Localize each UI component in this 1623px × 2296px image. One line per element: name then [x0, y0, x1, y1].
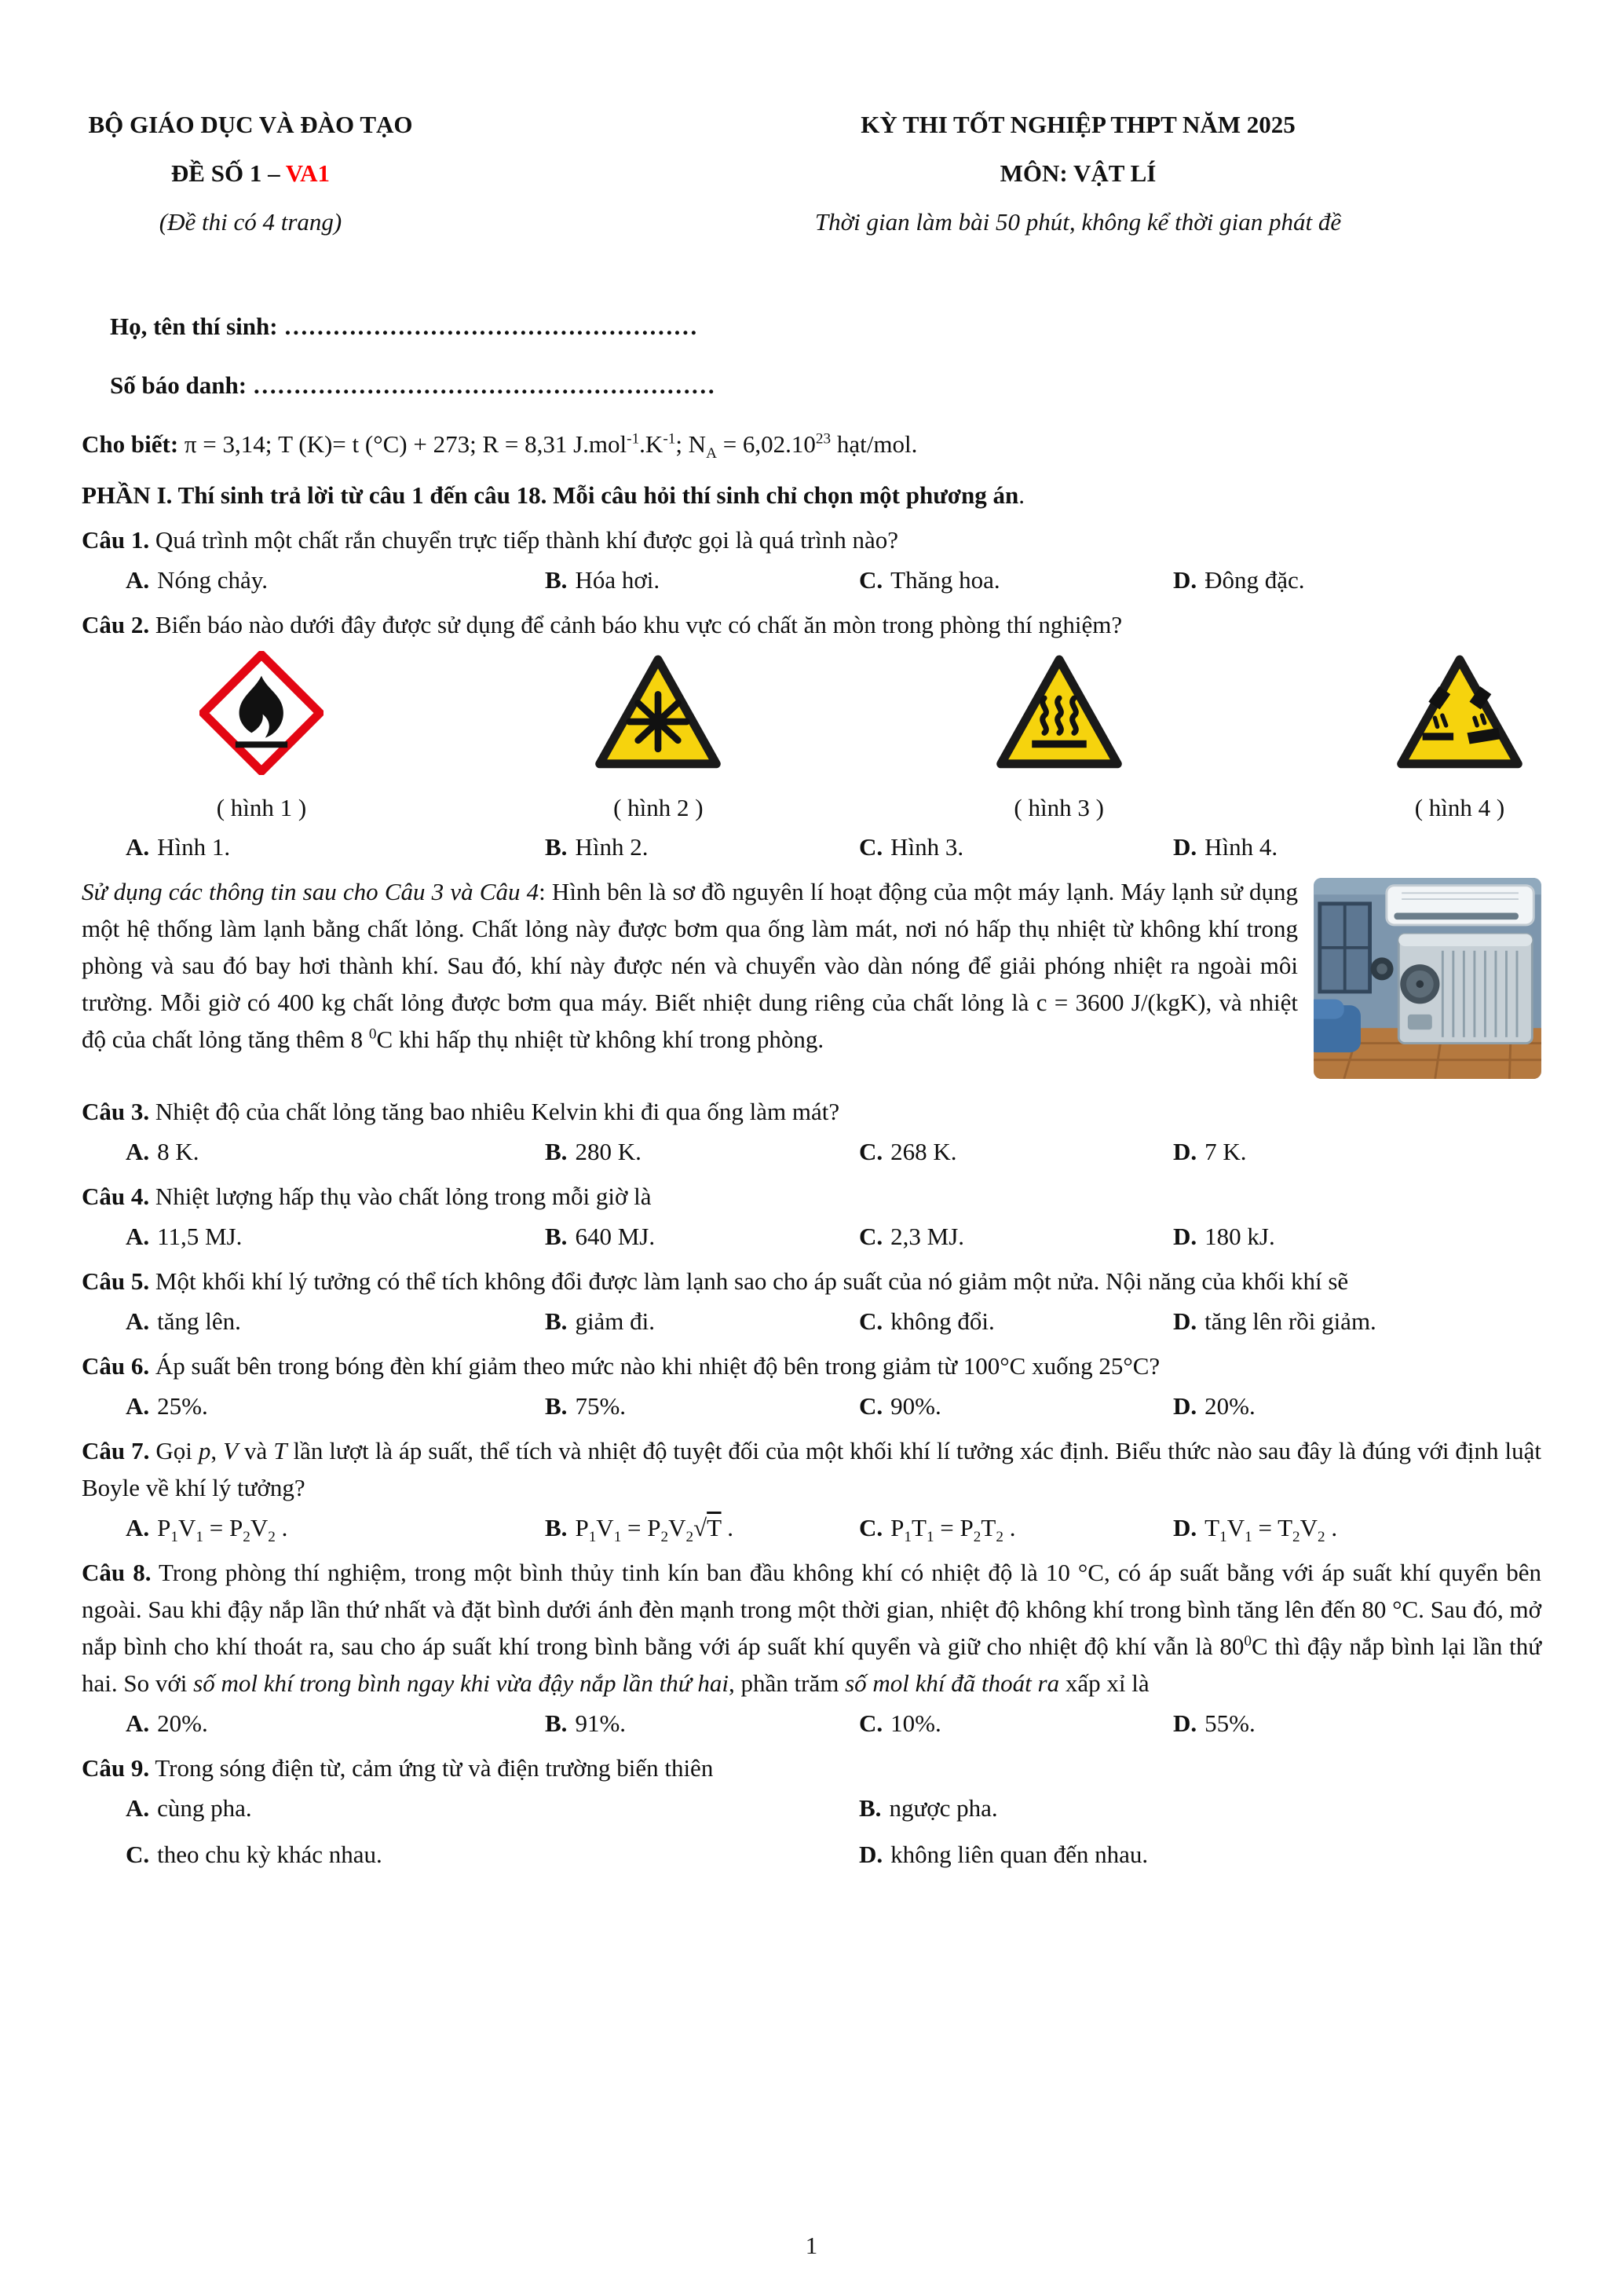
question-8-option-c — [859, 1705, 1173, 1742]
ministry-name: BỘ GIÁO DỤC VÀ ĐÀO TẠO — [88, 111, 413, 138]
hot-surface-icon — [993, 651, 1125, 775]
option-letter: C. — [859, 1138, 883, 1165]
exam-title: KỲ THI TỐT NGHIỆP THPT NĂM 2025 — [861, 111, 1296, 138]
question-4-option-c — [859, 1218, 1173, 1255]
question-4-option-b — [545, 1218, 859, 1255]
question-2-option-d — [1173, 828, 1541, 865]
question-3-options — [82, 1133, 1541, 1170]
option-text: 90%. — [890, 1392, 941, 1420]
question-4-text: Câu 4. Nhiệt lượng hấp thụ vào chất lỏng trong mỗi giờ là — [82, 1183, 652, 1210]
question-1-text: Câu 1. Quá trình một chất rắn chuyển trực tiếp thành khí được gọi là quá trình nào? — [82, 526, 899, 554]
question-1-option-c — [859, 561, 1173, 598]
question-5-option-d — [1173, 1303, 1541, 1340]
option-letter: B. — [545, 1138, 568, 1165]
option-text: 268 K. — [890, 1138, 957, 1165]
question-3-option-a — [126, 1133, 545, 1170]
figure-caption: ( hình 3 ) — [1014, 794, 1104, 821]
option-text: 10%. — [890, 1709, 941, 1737]
exam-code-variant: VA1 — [285, 159, 331, 187]
option-letter: D. — [1173, 1307, 1197, 1335]
option-text: Thăng hoa. — [890, 566, 1000, 594]
question-8-text: Câu 8. Trong phòng thí nghiệm, trong một bình thủy tinh kín ban đầu không khí có nhiệt độ là 10 °C, có áp suất bằng với áp suất khí quyển bên ngoài. Sau khi đậy nắp lần thứ nhất và đặt bình dưới ánh đèn mạnh trong một thời gian, nhiệt độ không khí trong bình tăng lên đến 80 °C. Sau đó, mở nắp bình cho khí thoát ra, sau cho áp suất khí trong bình bằng với áp suất khí quyển và giữ cho nhiệt độ khí vẫn là $80^0C$ thì đậy nắp bình lại lần thứ hai. So với số mol khí trong bình ngay khi vừa đậy nắp lần thứ hai, phần trăm số mol khí đã thoát ra xấp xỉ là — [82, 1559, 1541, 1697]
option-text: 2,3 MJ. — [890, 1223, 965, 1250]
question-6-option-a — [126, 1387, 545, 1424]
hazard-figure-1 — [199, 651, 324, 824]
option-text: 20%. — [1204, 1392, 1256, 1420]
question-6 — [82, 1347, 1541, 1424]
option-text: 280 K. — [575, 1138, 642, 1165]
question-2 — [82, 606, 1541, 865]
option-letter: B. — [545, 1307, 568, 1335]
option-letter: A. — [126, 1223, 150, 1250]
option-letter: A. — [126, 1138, 150, 1165]
option-text: 180 kJ. — [1204, 1223, 1275, 1250]
option-letter: A. — [126, 1307, 150, 1335]
option-letter: A. — [126, 1514, 150, 1541]
given-constants: Cho biết: π = 3,14; T (K)= t (°C) + 273; R = 8,31 $J.mol^{-1}.K^{-1}$; $N_A = 6,02.10^{23}$ hạt/mol. — [82, 430, 918, 462]
question-4-option-a — [126, 1218, 545, 1255]
option-letter: D. — [1173, 1709, 1197, 1737]
option-letter: B. — [545, 1514, 568, 1541]
question-5-option-c — [859, 1303, 1173, 1340]
option-letter: D. — [1173, 566, 1197, 594]
page-number: 1 — [805, 2232, 818, 2259]
question-7 — [82, 1432, 1541, 1546]
question-9-option-c — [126, 1836, 859, 1873]
exam-code-prefix: ĐỀ SỐ 1 – — [170, 159, 286, 187]
question-5-option-a — [126, 1303, 545, 1340]
option-text: 7 K. — [1204, 1138, 1247, 1165]
question-8-option-d — [1173, 1705, 1541, 1742]
option-letter: B. — [545, 1709, 568, 1737]
question-3 — [82, 1093, 1541, 1170]
question-9-text: Câu 9. Trong sóng điện từ, cảm ứng từ và điện trường biến thiên — [82, 1754, 714, 1782]
question-7-option-a — [126, 1509, 545, 1546]
hazard-figure-3 — [993, 651, 1125, 824]
option-text: Hình 1. — [157, 833, 231, 861]
option-text: Hình 3. — [890, 833, 964, 861]
option-letter: D. — [1173, 1223, 1197, 1250]
question-4-option-d — [1173, 1218, 1541, 1255]
question-8-options — [82, 1705, 1541, 1742]
question-6-text: Câu 6. Áp suất bên trong bóng đèn khí giảm theo mức nào khi nhiệt độ bên trong giảm từ 100°C xuống 25°C? — [82, 1352, 1161, 1380]
pages-note: (Đề thi có 4 trang) — [159, 208, 342, 236]
question-1-option-d — [1173, 561, 1541, 598]
option-letter: D. — [1173, 1514, 1197, 1541]
question-6-option-d — [1173, 1387, 1541, 1424]
option-letter: D. — [859, 1841, 883, 1868]
option-text: 91%. — [575, 1709, 627, 1737]
question-5-text: Câu 5. Một khối khí lý tưởng có thể tích không đổi được làm lạnh sao cho áp suất của nó giảm một nửa. Nội năng của khối khí sẽ — [82, 1267, 1349, 1295]
hazard-figure-2 — [592, 651, 724, 824]
option-text: không liên quan đến nhau. — [890, 1841, 1149, 1868]
question-9-option-b — [859, 1790, 1541, 1826]
question-1 — [82, 521, 1541, 598]
hazard-figures-row — [82, 643, 1541, 824]
option-text: 55%. — [1204, 1709, 1256, 1737]
figure-caption: ( hình 4 ) — [1414, 794, 1505, 821]
option-letter: D. — [1173, 1392, 1197, 1420]
air-conditioner-figure — [1314, 878, 1541, 1079]
option-letter: B. — [545, 1223, 568, 1250]
option-letter: A. — [126, 1392, 150, 1420]
question-2-option-b — [545, 828, 859, 865]
question-2-text: Câu 2. Biển báo nào dưới đây được sử dụng để cảnh báo khu vực có chất ăn mòn trong phòng thí nghiệm? — [82, 611, 1123, 638]
question-5-option-b — [545, 1303, 859, 1340]
question-8-option-b — [545, 1705, 859, 1742]
option-letter: C. — [126, 1841, 150, 1868]
option-text: tăng lên rồi giảm. — [1204, 1307, 1376, 1335]
option-letter: C. — [859, 1514, 883, 1541]
question-7-option-d — [1173, 1509, 1541, 1546]
air-conditioner-illustration — [1314, 878, 1541, 1079]
option-text: ngược pha. — [889, 1794, 998, 1822]
option-letter: A. — [126, 833, 150, 861]
question-6-options — [82, 1387, 1541, 1424]
option-text: không đổi. — [890, 1307, 995, 1335]
question-9-options — [82, 1790, 1541, 1873]
question-1-option-a — [126, 561, 545, 598]
question-9-option-a — [126, 1790, 859, 1826]
option-formula: $T_1V_1 = T_2V_2$ . — [1204, 1514, 1338, 1546]
question-3-option-c — [859, 1133, 1173, 1170]
option-letter: B. — [545, 833, 568, 861]
option-letter: C. — [859, 1223, 883, 1250]
question-2-option-c — [859, 828, 1173, 865]
option-formula: $P_1V_1 = P_2V_2$ . — [157, 1514, 288, 1546]
question-3-option-b — [545, 1133, 859, 1170]
option-letter: B. — [545, 566, 568, 594]
option-text: Đông đặc. — [1204, 566, 1305, 594]
option-text: 11,5 MJ. — [157, 1223, 243, 1250]
option-letter: D. — [1173, 833, 1197, 861]
info-block-text: Sử dụng các thông tin sau cho Câu 3 và Câu 4: Hình bên là sơ đồ nguyên lí hoạt động của một máy lạnh. Máy lạnh sử dụng một hệ thống làm lạnh bằng chất lỏng. Chất lỏng này được bơm qua ống làm mát, nơi nó hấp thụ nhiệt từ không khí trong phòng và sau đó bay hơi thành khí. Sau đó, khí này được nén và chuyển vào dàn nóng để giải phóng nhiệt ra ngoài môi trường. Mỗi giờ có 400 kg chất lỏng được bơm qua máy. Biết nhiệt dung riêng của chất lỏng là c = 3600 J/(kgK), và nhiệt độ của chất lỏng tăng thêm 8 $^0$C khi hấp thụ nhiệt từ không khí trong phòng. — [82, 878, 1298, 1053]
option-text: Hóa hơi. — [575, 566, 660, 594]
info-block-q3-q4 — [82, 873, 1541, 1085]
option-formula: $P_1V_1 = P_2V_2√T$ . — [575, 1514, 734, 1546]
option-letter: D. — [1173, 1138, 1197, 1165]
exam-duration: Thời gian làm bài 50 phút, không kể thời gian phát đề — [814, 208, 1342, 236]
part1-title: PHẦN I. Thí sinh trả lời từ câu 1 đến câu 18. Mỗi câu hỏi thí sinh chỉ chọn một phương án. — [82, 481, 1025, 509]
option-letter: B. — [859, 1794, 882, 1822]
hazard-figure-4 — [1394, 651, 1526, 824]
option-text: 8 K. — [157, 1138, 199, 1165]
option-text: 640 MJ. — [575, 1223, 656, 1250]
option-formula: $P_1T_1 = P_2T_2$ . — [890, 1514, 1016, 1546]
question-6-option-b — [545, 1387, 859, 1424]
question-7-option-c — [859, 1509, 1173, 1546]
option-letter: A. — [126, 1794, 150, 1822]
question-7-options — [82, 1509, 1541, 1546]
option-letter: A. — [126, 1709, 150, 1737]
option-letter: C. — [859, 1307, 883, 1335]
student-id-line: Số báo danh: ………………………………………………… — [110, 371, 715, 399]
option-letter: C. — [859, 1392, 883, 1420]
option-text: theo chu kỳ khác nhau. — [157, 1841, 382, 1868]
figure-caption: ( hình 2 ) — [613, 794, 704, 821]
question-3-text: Câu 3. Nhiệt độ của chất lỏng tăng bao nhiêu Kelvin khi đi qua ống làm mát? — [82, 1098, 840, 1125]
option-text: 75%. — [575, 1392, 627, 1420]
question-9 — [82, 1749, 1541, 1873]
option-letter: C. — [859, 833, 883, 861]
option-text: Hình 2. — [575, 833, 649, 861]
option-text: tăng lên. — [157, 1307, 241, 1335]
question-8 — [82, 1554, 1541, 1742]
question-4 — [82, 1178, 1541, 1255]
question-6-option-c — [859, 1387, 1173, 1424]
option-text: 20%. — [157, 1709, 208, 1737]
option-text: cùng pha. — [157, 1794, 252, 1822]
option-letter: B. — [545, 1392, 568, 1420]
option-text: giảm đi. — [575, 1307, 656, 1335]
question-5 — [82, 1263, 1541, 1340]
figure-caption: ( hình 1 ) — [216, 794, 307, 821]
option-text: Hình 4. — [1204, 833, 1278, 861]
option-text: Nóng chảy. — [157, 566, 269, 594]
question-7-text: Câu 7. Gọi p, V và T lần lượt là áp suất, thể tích và nhiệt độ tuyệt đối của một khối khí lí tưởng xác định. Biểu thức nào sau đây là đúng với định luật Boyle về khí lý tưởng? — [82, 1437, 1542, 1501]
option-text: 25%. — [157, 1392, 208, 1420]
question-1-options — [82, 561, 1541, 598]
question-8-option-a — [126, 1705, 545, 1742]
optical-radiation-icon — [592, 651, 724, 775]
question-3-option-d — [1173, 1133, 1541, 1170]
question-2-option-a — [126, 828, 545, 865]
question-1-option-b — [545, 561, 859, 598]
question-5-options — [82, 1303, 1541, 1340]
exam-subject: MÔN: VẬT LÍ — [1000, 159, 1157, 187]
header-left — [82, 101, 419, 247]
corrosive-icon — [1394, 651, 1526, 775]
header — [82, 101, 1541, 247]
question-4-options — [82, 1218, 1541, 1255]
option-letter: A. — [126, 566, 150, 594]
question-9-option-d — [859, 1836, 1541, 1873]
exam-code — [82, 149, 419, 198]
flammable-icon — [199, 651, 324, 775]
question-7-option-b — [545, 1509, 859, 1546]
question-2-options — [82, 828, 1541, 865]
header-right — [615, 101, 1541, 247]
option-letter: C. — [859, 1709, 883, 1737]
option-letter: C. — [859, 566, 883, 594]
student-name-line: Họ, tên thí sinh: …………………………………………… — [110, 313, 698, 340]
